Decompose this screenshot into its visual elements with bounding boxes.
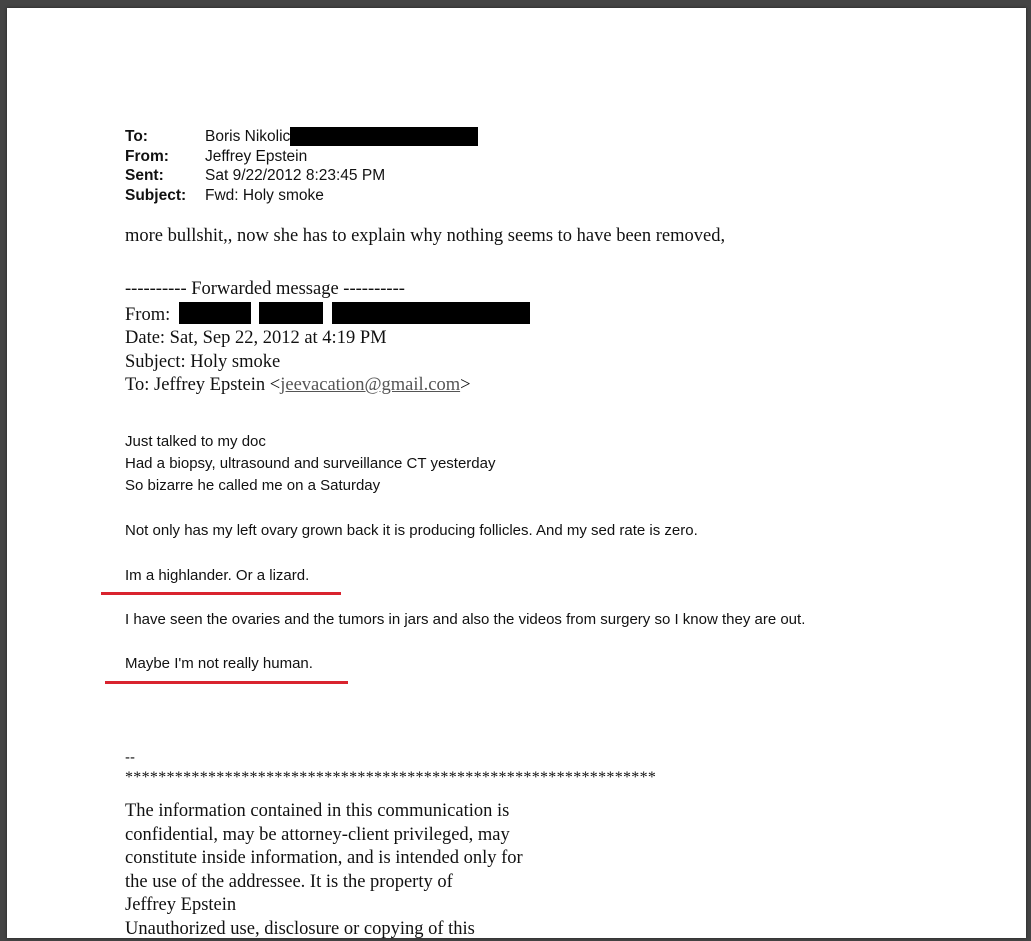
subject-value: Fwd: Holy smoke [205, 186, 324, 206]
subject-label: Subject: [125, 186, 205, 206]
header-sent-row [125, 166, 478, 186]
disclaimer-line: the use of the addressee. It is the property of [125, 871, 523, 895]
to-value: Boris Nikolic [205, 127, 290, 147]
email-header [125, 127, 478, 205]
disclaimer-line: confidential, may be attorney-client privileged, may [125, 824, 523, 848]
to-label: To: [125, 127, 205, 147]
forwarded-divider: ---------- Forwarded message ---------- [125, 278, 530, 302]
message-line: Had a biopsy, ultrasound and surveillance CT yesterday [125, 455, 495, 472]
intro-text: more bullshit,, now she has to explain why nothing seems to have been removed, [125, 226, 725, 247]
disclaimer-line: Unauthorized use, disclosure or copying of this [125, 918, 523, 941]
red-underline [105, 681, 348, 684]
redaction-block [290, 127, 478, 146]
document-page [7, 8, 1026, 938]
header-subject-row [125, 186, 478, 206]
header-from-row [125, 147, 478, 167]
forwarded-from-label: From: [125, 305, 170, 325]
sent-value: Sat 9/22/2012 8:23:45 PM [205, 166, 385, 186]
message-line: Not only has my left ovary grown back it is producing follicles. And my sed rate is zero. [125, 522, 698, 539]
forwarded-date: Date: Sat, Sep 22, 2012 at 4:19 PM [125, 327, 530, 351]
disclaimer-line: The information contained in this communication is [125, 800, 523, 824]
forwarded-to-prefix: To: Jeffrey Epstein < [125, 375, 280, 395]
redaction-block [179, 302, 251, 324]
disclaimer [125, 800, 523, 941]
message-line: So bizarre he called me on a Saturday [125, 477, 380, 494]
message-line-highlighted: Maybe I'm not really human. [125, 655, 313, 672]
from-value: Jeffrey Epstein [205, 147, 307, 167]
forwarded-subject: Subject: Holy smoke [125, 351, 530, 375]
forwarded-to-row [125, 374, 530, 398]
message-line: Just talked to my doc [125, 433, 266, 450]
header-to-row [125, 127, 478, 147]
from-label: From: [125, 147, 205, 167]
forwarded-from-row [125, 302, 530, 328]
red-underline [101, 592, 341, 595]
redaction-block [332, 302, 530, 324]
sent-label: Sent: [125, 166, 205, 186]
disclaimer-line: Jeffrey Epstein [125, 894, 523, 918]
message-line-highlighted: Im a highlander. Or a lizard. [125, 567, 309, 584]
forwarded-to-suffix: > [460, 375, 470, 395]
disclaimer-line: constitute inside information, and is intended only for [125, 847, 523, 871]
forwarded-header [125, 278, 530, 398]
message-line: I have seen the ovaries and the tumors in jars and also the videos from surgery so I know they are out. [125, 611, 805, 628]
redaction-block [259, 302, 323, 324]
signature-stars: **************************************************************** [125, 769, 656, 787]
signature-dashes: -- [125, 749, 135, 766]
email-link[interactable]: jeevacation@gmail.com [280, 375, 460, 395]
